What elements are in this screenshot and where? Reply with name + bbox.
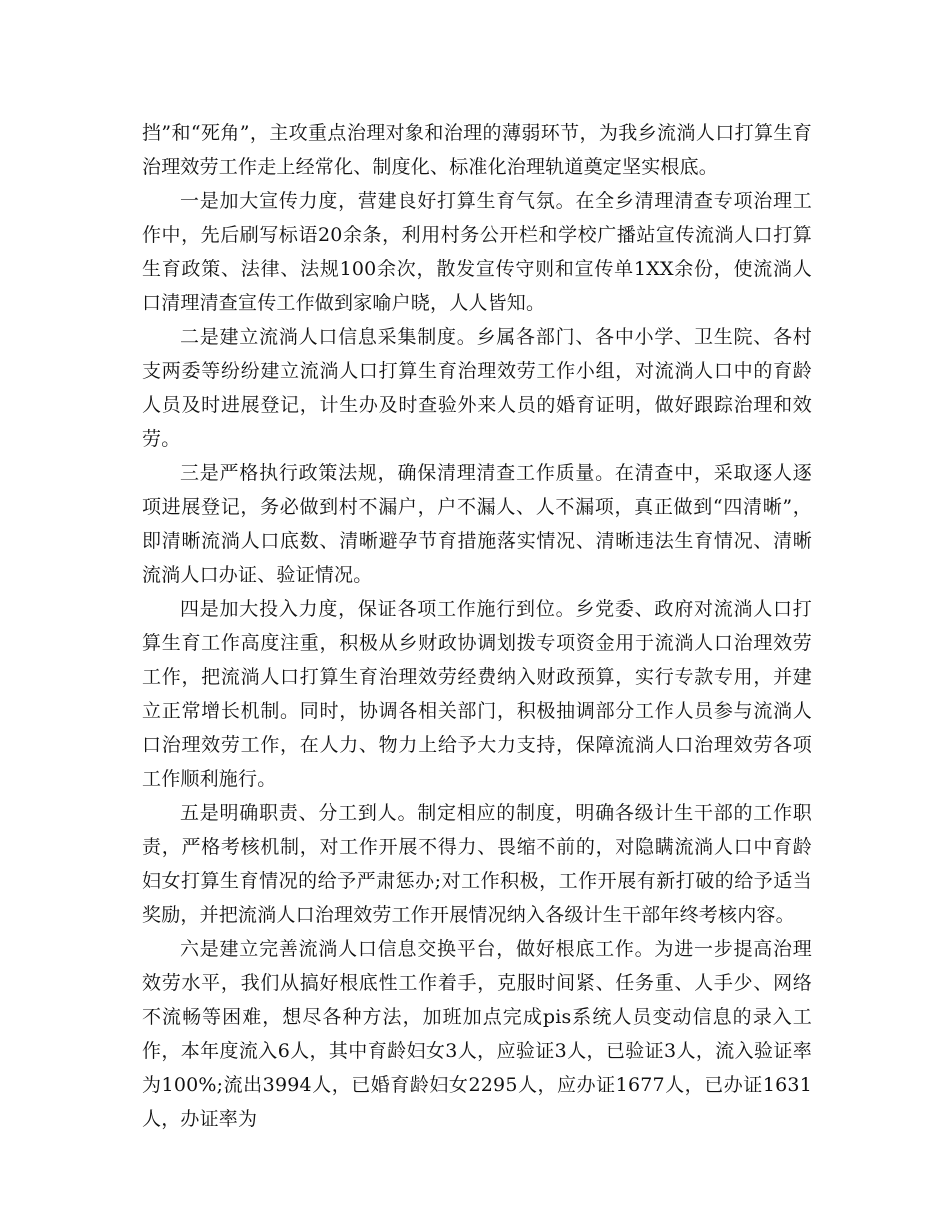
paragraph-info-platform: 六是建立完善流淌人口信息交换平台，做好根底工作。为进一步提高治理效劳水平，我们从搞好根底性工作着手，克服时间紧、任务重、人手少、网络不流畅等困难，想尽各种方法，加班加点完成pis系统人员变动信息的录入工作，本年度流入6人，其中育龄妇女3人，应验证3人，已验证3人，流入验证率为100%;流出3994人，已婚育龄妇女2295人，应办证1677人，已办证1631人，办证率为 bbox=[142, 938, 812, 1130]
paragraph-info-collection: 二是建立流淌人口信息采集制度。乡属各部门、各中小学、卫生院、各村支两委等纷纷建立流淌人口打算生育治理效劳工作小组，对流淌人口中的育龄人员及时进展登记，计生办及时查验外来人员的婚育证明，做好跟踪治理和效劳。 bbox=[142, 326, 812, 450]
paragraph-investment: 四是加大投入力度，保证各项工作施行到位。乡党委、政府对流淌人口打算生育工作高度注重，积极从乡财政协调划拨专项资金用于流淌人口治理效劳工作，把流淌人口打算生育治理效劳经费纳入财政预算，实行专款专用，并建立正常增长机制。同时，协调各相关部门，积极抽调部分工作人员参与流淌人口治理效劳工作，在人力、物力上给予大力支持，保障流淌人口治理效劳各项工作顺利施行。 bbox=[142, 598, 812, 790]
paragraph-policy-enforcement: 三是严格执行政策法规，确保清理清查工作质量。在清查中，采取逐人逐项进展登记，务必做到村不漏户，户不漏人、人不漏项，真正做到“四清晰”，即清晰流淌人口底数、清晰避孕节育措施落实情况、清晰违法生育情况、清晰流淌人口办证、验证情况。 bbox=[142, 462, 812, 586]
paragraph-responsibilities: 五是明确职责、分工到人。制定相应的制度，明确各级计生干部的工作职责，严格考核机制，对工作开展不得力、畏缩不前的，对隐瞒流淌人口中育龄妇女打算生育情况的给予严肃惩办;对工作积极，工作开展有新打破的给予适当奖励，并把流淌人口治理效劳工作开展情况纳入各级计生干部年终考核内容。 bbox=[142, 802, 812, 926]
document-body bbox=[142, 116, 812, 1136]
paragraph-publicity: 一是加大宣传力度，营建良好打算生育气氛。在全乡清理清查专项治理工作中，先后刷写标语20余条，利用村务公开栏和学校广播站宣传流淌人口打算生育政策、法律、法规100余次，散发宣传守则和宣传单1XX余份，使流淌人口清理清查宣传工作做到家喻户晓，人人皆知。 bbox=[142, 190, 812, 314]
paragraph-continuation: 挡”和“死角”，主攻重点治理对象和治理的薄弱环节，为我乡流淌人口打算生育治理效劳工作走上经常化、制度化、标准化治理轨道奠定坚实根底。 bbox=[142, 122, 812, 178]
